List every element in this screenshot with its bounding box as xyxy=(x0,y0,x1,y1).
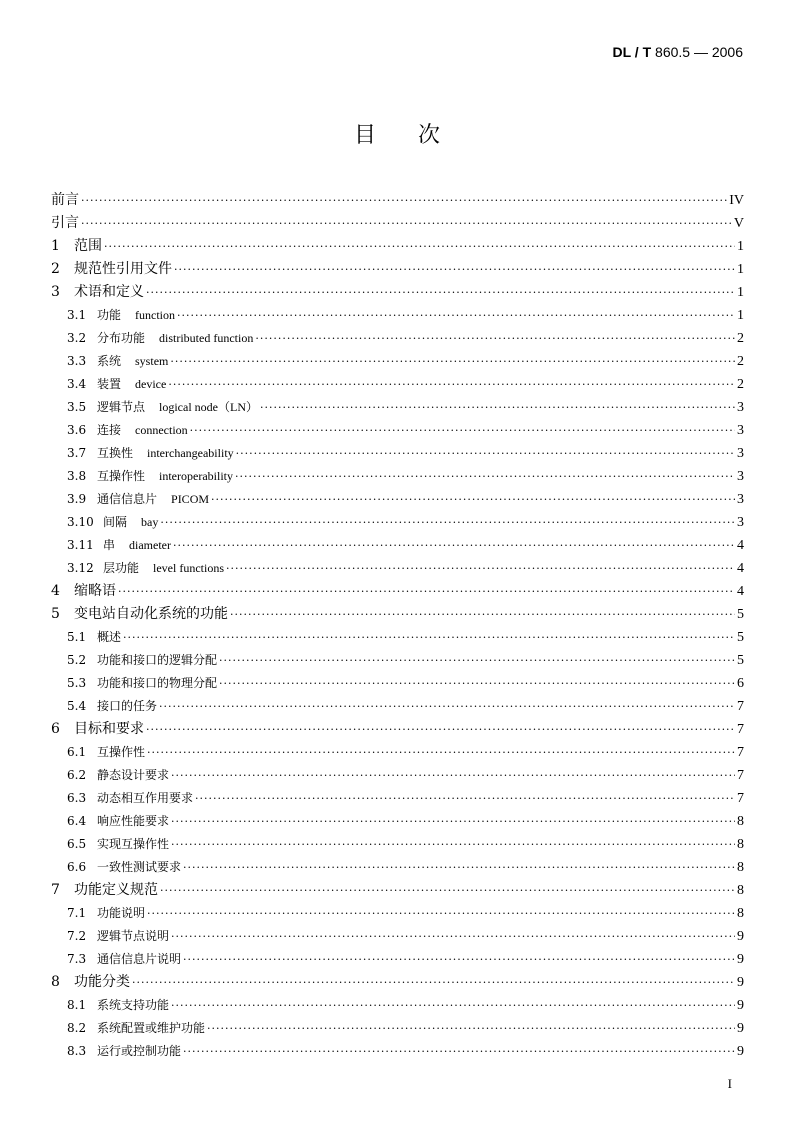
toc-entry-number: 7.2 xyxy=(67,929,87,943)
toc-entry-english-title: connection xyxy=(135,423,188,437)
toc-entry[interactable] xyxy=(51,695,744,718)
toc-entry-page: 4 xyxy=(737,584,744,599)
table-of-contents xyxy=(51,189,744,1063)
toc-entry[interactable] xyxy=(51,1017,744,1040)
toc-entry-page: 8 xyxy=(737,837,744,852)
toc-entry-page: 2 xyxy=(737,331,744,346)
toc-entry[interactable] xyxy=(51,465,744,488)
toc-entry-title: 实现互操作性 xyxy=(97,837,170,851)
toc-entry-title: 分布功能 xyxy=(97,331,146,345)
toc-entry-number: 5.4 xyxy=(67,699,87,713)
toc-entry[interactable] xyxy=(51,764,744,787)
toc-entry-page: 1 xyxy=(737,239,744,254)
toc-entry-title: 接口的任务 xyxy=(97,699,158,713)
toc-dot-leader xyxy=(183,948,735,971)
toc-entry-english-title: level functions xyxy=(153,561,224,575)
toc-entry[interactable] xyxy=(51,304,744,327)
toc-entry-title: 静态设计要求 xyxy=(97,768,170,782)
toc-entry[interactable] xyxy=(51,419,744,442)
toc-dot-leader xyxy=(171,833,735,856)
toc-entry-title: 互操作性 xyxy=(97,469,146,483)
toc-entry-number: 3.7 xyxy=(67,446,87,460)
toc-entry-number: 5 xyxy=(51,606,60,622)
toc-entry-number: 3 xyxy=(51,284,60,300)
toc-entry-number: 6.5 xyxy=(67,837,87,851)
toc-entry-number: 6 xyxy=(51,721,60,737)
toc-entry[interactable] xyxy=(51,741,744,764)
toc-entry-english-title: interchangeability xyxy=(147,446,234,460)
toc-dot-leader xyxy=(123,626,735,649)
toc-entry-page: 3 xyxy=(737,423,744,438)
toc-dot-leader xyxy=(219,672,735,695)
toc-entry[interactable] xyxy=(51,879,744,902)
toc-entry-number: 2 xyxy=(51,261,60,277)
toc-entry[interactable] xyxy=(51,948,744,971)
toc-dot-leader xyxy=(174,258,735,281)
toc-dot-leader xyxy=(226,557,735,580)
toc-entry[interactable] xyxy=(51,189,744,212)
toc-dot-leader xyxy=(168,373,735,396)
toc-entry-title: 系统 xyxy=(97,354,122,368)
toc-entry-page: 1 xyxy=(737,308,744,323)
toc-entry-english-title: bay xyxy=(141,515,159,529)
toc-entry-number: 6.2 xyxy=(67,768,87,782)
toc-entry[interactable] xyxy=(51,971,744,994)
toc-entry-number: 1 xyxy=(51,238,60,254)
toc-entry-page: 1 xyxy=(737,285,744,300)
toc-entry-page: IV xyxy=(729,193,744,208)
toc-entry[interactable] xyxy=(51,1040,744,1063)
toc-entry-title: 互操作性 xyxy=(97,745,146,759)
toc-entry-title: 连接 xyxy=(97,423,122,437)
toc-entry[interactable] xyxy=(51,902,744,925)
toc-entry-number: 3.9 xyxy=(67,492,87,506)
toc-entry[interactable] xyxy=(51,810,744,833)
toc-dot-leader xyxy=(146,281,735,304)
page-title: 目次 xyxy=(353,123,482,148)
toc-entry[interactable] xyxy=(51,833,744,856)
toc-entry-page: 6 xyxy=(737,676,744,691)
toc-dot-leader xyxy=(230,603,735,626)
toc-entry-number: 5.1 xyxy=(67,630,87,644)
toc-entry[interactable] xyxy=(51,626,744,649)
toc-dot-leader xyxy=(160,879,735,902)
toc-entry-page: 9 xyxy=(737,1044,744,1059)
standard-code: DL / T xyxy=(612,44,652,60)
toc-entry-english-title: diameter xyxy=(129,538,171,552)
toc-entry[interactable] xyxy=(51,557,744,580)
toc-entry[interactable] xyxy=(51,281,744,304)
toc-entry[interactable] xyxy=(51,511,744,534)
toc-entry-page: 7 xyxy=(737,699,744,714)
toc-entry-title: 通信信息片 xyxy=(97,492,158,506)
toc-entry[interactable] xyxy=(51,258,744,281)
document-header xyxy=(613,44,744,60)
toc-dot-leader xyxy=(170,350,735,373)
toc-entry-page: 3 xyxy=(737,515,744,530)
toc-entry-page: 7 xyxy=(737,722,744,737)
toc-entry-title: 功能和接口的物理分配 xyxy=(97,676,218,690)
toc-entry-number: 7.3 xyxy=(67,952,87,966)
toc-entry[interactable] xyxy=(51,396,744,419)
standard-number: 860.5 — 2006 xyxy=(655,44,743,60)
toc-entry-title: 通信信息片说明 xyxy=(97,952,182,966)
toc-dot-leader xyxy=(190,419,735,442)
toc-entry-number: 3.6 xyxy=(67,423,87,437)
toc-entry-number: 3.1 xyxy=(67,308,87,322)
toc-entry-page: 5 xyxy=(737,653,744,668)
toc-dot-leader xyxy=(104,235,735,258)
toc-entry-number: 3.11 xyxy=(67,538,94,552)
toc-entry[interactable] xyxy=(51,534,744,557)
toc-dot-leader xyxy=(171,764,735,787)
toc-entry[interactable] xyxy=(51,649,744,672)
toc-entry-number: 7.1 xyxy=(67,906,87,920)
toc-entry-page: 8 xyxy=(737,906,744,921)
toc-dot-leader xyxy=(159,695,735,718)
toc-entry-title: 运行或控制功能 xyxy=(97,1044,182,1058)
toc-entry-title: 目标和要求 xyxy=(74,721,144,737)
toc-dot-leader xyxy=(219,649,735,672)
page-number: I xyxy=(727,1076,732,1091)
toc-entry-number: 3.4 xyxy=(67,377,87,391)
toc-dot-leader xyxy=(118,580,735,603)
toc-dot-leader xyxy=(236,442,735,465)
toc-entry-page: V xyxy=(733,216,744,231)
toc-entry[interactable] xyxy=(51,373,744,396)
toc-entry-english-title: device xyxy=(135,377,167,391)
toc-entry-title: 间隔 xyxy=(103,515,128,529)
toc-dot-leader xyxy=(211,488,735,511)
toc-entry-english-title: interoperability xyxy=(159,469,233,483)
toc-entry-title: 缩略语 xyxy=(74,583,116,599)
toc-entry-number: 3.8 xyxy=(67,469,87,483)
toc-dot-leader xyxy=(132,971,735,994)
toc-entry-page: 7 xyxy=(737,768,744,783)
toc-entry-page: 8 xyxy=(737,883,744,898)
toc-entry-number: 7 xyxy=(51,882,60,898)
toc-entry-title: 系统支持功能 xyxy=(97,998,170,1012)
toc-entry-title: 概述 xyxy=(97,630,122,644)
toc-entry-number: 8.1 xyxy=(67,998,87,1012)
toc-dot-leader xyxy=(260,396,735,419)
toc-entry-title: 功能说明 xyxy=(97,906,146,920)
toc-entry-page: 9 xyxy=(737,929,744,944)
toc-dot-leader xyxy=(160,511,735,534)
toc-entry-english-title: system xyxy=(135,354,169,368)
toc-entry-english-title: logical node（LN） xyxy=(159,400,258,414)
toc-entry-number: 8.2 xyxy=(67,1021,87,1035)
toc-entry-title: 前言 xyxy=(51,192,79,208)
toc-entry-page: 9 xyxy=(737,1021,744,1036)
toc-entry-number: 8 xyxy=(51,974,60,990)
toc-dot-leader xyxy=(195,787,735,810)
toc-entry-number: 6.4 xyxy=(67,814,87,828)
toc-entry-page: 5 xyxy=(737,630,744,645)
toc-entry-number: 6.1 xyxy=(67,745,87,759)
toc-entry-english-title: PICOM xyxy=(171,492,210,506)
toc-entry-title: 功能分类 xyxy=(74,974,130,990)
toc-entry-number: 3.5 xyxy=(67,400,87,414)
toc-dot-leader xyxy=(235,465,735,488)
toc-entry-page: 2 xyxy=(737,377,744,392)
toc-entry-title: 逻辑节点 xyxy=(97,400,146,414)
toc-entry-title: 功能定义规范 xyxy=(74,882,158,898)
toc-entry-page: 1 xyxy=(737,262,744,277)
toc-entry[interactable] xyxy=(51,212,744,235)
toc-entry[interactable] xyxy=(51,235,744,258)
toc-entry-page: 3 xyxy=(737,400,744,415)
toc-dot-leader xyxy=(171,810,735,833)
toc-entry-title: 串 xyxy=(103,538,116,552)
toc-entry[interactable] xyxy=(51,327,744,350)
toc-entry-page: 7 xyxy=(737,745,744,760)
toc-entry-page: 9 xyxy=(737,998,744,1013)
toc-entry-page: 4 xyxy=(737,561,744,576)
toc-entry-title: 层功能 xyxy=(103,561,140,575)
toc-entry-number: 5.2 xyxy=(67,653,87,667)
toc-entry[interactable] xyxy=(51,672,744,695)
toc-entry[interactable] xyxy=(51,580,744,603)
toc-entry-page: 9 xyxy=(737,952,744,967)
toc-dot-leader xyxy=(171,925,735,948)
toc-entry[interactable] xyxy=(51,994,744,1017)
toc-dot-leader xyxy=(147,741,735,764)
toc-entry[interactable] xyxy=(51,603,744,626)
toc-entry-page: 3 xyxy=(737,446,744,461)
toc-entry-number: 3.3 xyxy=(67,354,87,368)
toc-dot-leader xyxy=(146,718,735,741)
toc-entry-number: 4 xyxy=(51,583,60,599)
toc-entry-title: 范围 xyxy=(74,238,102,254)
toc-entry-title: 功能和接口的逻辑分配 xyxy=(97,653,218,667)
toc-entry-title: 术语和定义 xyxy=(74,284,144,300)
toc-entry-number: 6.3 xyxy=(67,791,87,805)
toc-entry-page: 9 xyxy=(737,975,744,990)
toc-entry[interactable] xyxy=(51,925,744,948)
toc-dot-leader xyxy=(147,902,735,925)
toc-entry-page: 8 xyxy=(737,814,744,829)
toc-entry-page: 5 xyxy=(737,607,744,622)
toc-entry-number: 3.12 xyxy=(67,561,94,575)
toc-entry-title: 功能 xyxy=(97,308,122,322)
toc-entry[interactable] xyxy=(51,856,744,879)
toc-dot-leader xyxy=(255,327,735,350)
toc-entry[interactable] xyxy=(51,442,744,465)
toc-dot-leader xyxy=(171,994,735,1017)
toc-entry-page: 3 xyxy=(737,469,744,484)
toc-entry-number: 3.2 xyxy=(67,331,87,345)
toc-entry-title: 引言 xyxy=(51,215,79,231)
toc-entry-title: 装置 xyxy=(97,377,122,391)
toc-entry[interactable] xyxy=(51,787,744,810)
toc-entry[interactable] xyxy=(51,350,744,373)
toc-entry[interactable] xyxy=(51,488,744,511)
toc-entry-page: 2 xyxy=(737,354,744,369)
toc-entry-english-title: distributed function xyxy=(159,331,254,345)
toc-entry-title: 规范性引用文件 xyxy=(74,261,172,277)
toc-entry-page: 3 xyxy=(737,492,744,507)
toc-entry[interactable] xyxy=(51,718,744,741)
toc-entry-number: 5.3 xyxy=(67,676,87,690)
toc-entry-title: 逻辑节点说明 xyxy=(97,929,170,943)
toc-entry-number: 8.3 xyxy=(67,1044,87,1058)
toc-entry-title: 动态相互作用要求 xyxy=(97,791,194,805)
toc-dot-leader xyxy=(207,1017,735,1040)
toc-dot-leader xyxy=(81,212,732,235)
toc-entry-page: 4 xyxy=(737,538,744,553)
toc-entry-page: 8 xyxy=(737,860,744,875)
toc-entry-title: 响应性能要求 xyxy=(97,814,170,828)
toc-entry-title: 互换性 xyxy=(97,446,134,460)
toc-entry-title: 一致性测试要求 xyxy=(97,860,182,874)
toc-dot-leader xyxy=(81,189,727,212)
toc-dot-leader xyxy=(183,1040,735,1063)
toc-entry-english-title: function xyxy=(135,308,176,322)
toc-dot-leader xyxy=(183,856,735,879)
toc-entry-title: 系统配置或维护功能 xyxy=(97,1021,206,1035)
toc-dot-leader xyxy=(177,304,735,327)
toc-entry-number: 3.10 xyxy=(67,515,94,529)
toc-entry-title: 变电站自动化系统的功能 xyxy=(74,606,228,622)
toc-entry-number: 6.6 xyxy=(67,860,87,874)
toc-dot-leader xyxy=(173,534,735,557)
toc-entry-page: 7 xyxy=(737,791,744,806)
